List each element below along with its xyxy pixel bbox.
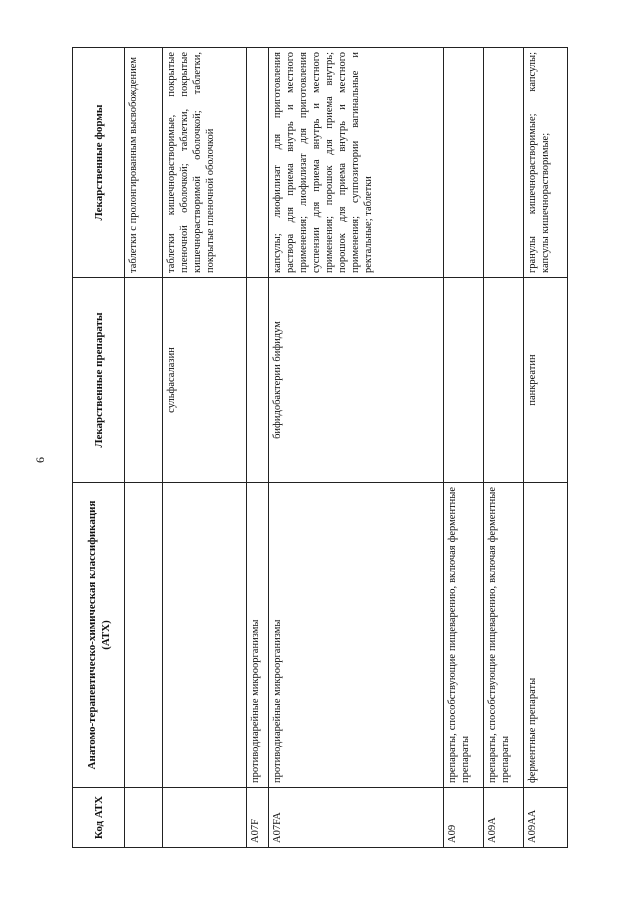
table-header-row (73, 48, 125, 848)
cell-classification: препараты, способствующие пищеварению, включая ферментные препараты (484, 483, 524, 788)
cell-classification: противодиарейные микроорганизмы (269, 483, 444, 788)
cell-forms (247, 48, 269, 278)
table-row (484, 48, 524, 848)
cell-forms (484, 48, 524, 278)
cell-forms (444, 48, 484, 278)
header-forms: Лекарственные формы (73, 48, 125, 278)
table-row (125, 48, 163, 848)
cell-drug: сульфасалазин (163, 278, 247, 483)
cell-drug: бифидобактерии бифидум (269, 278, 444, 483)
cell-drug (484, 278, 524, 483)
cell-drug (444, 278, 484, 483)
cell-code: A07F (247, 788, 269, 848)
header-drugs: Лекарственные препараты (73, 278, 125, 483)
cell-code: A09AA (524, 788, 568, 848)
cell-classification (125, 483, 163, 788)
rotated-page (72, 48, 567, 848)
cell-classification (163, 483, 247, 788)
table-row (163, 48, 247, 848)
cell-classification: противодиарейные микроорганизмы (247, 483, 269, 788)
table-row (524, 48, 568, 848)
cell-code (163, 788, 247, 848)
page-number: 6 (33, 457, 47, 463)
cell-code: A07FA (269, 788, 444, 848)
cell-code: A09 (444, 788, 484, 848)
cell-drug: панкреатин (524, 278, 568, 483)
header-code: Код АТХ (73, 788, 125, 848)
cell-forms: таблетки кишечнорастворимые, покрытые пленочной оболочкой; таблетки, покрытые кишечнорастворимой оболочкой; таблетки, покрытые пленочной оболочкой (163, 48, 247, 278)
header-classification: Анатомо-терапевтическо-химическая классификация (АТХ) (73, 483, 125, 788)
table-row (247, 48, 269, 848)
cell-drug (247, 278, 269, 483)
cell-classification: препараты, способствующие пищеварению, включая ферментные препараты (444, 483, 484, 788)
cell-classification: ферментные препараты (524, 483, 568, 788)
cell-forms: гранулы кишечнорастворимые; капсулы; капсулы кишечнорастворимые; (524, 48, 568, 278)
table-row (269, 48, 444, 848)
drug-table (72, 47, 568, 848)
cell-drug (125, 278, 163, 483)
cell-code: A09A (484, 788, 524, 848)
cell-code (125, 788, 163, 848)
table-row (444, 48, 484, 848)
cell-forms: таблетки с пролонгированным высвобождением (125, 48, 163, 278)
cell-forms: капсулы; лиофилизат для приготовления раствора для приема внутрь и местного применения; лиофилизат для приготовления суспензии для приема внутрь и местного применения; порошок для приема внутрь; порошок для приема внутрь и местного применения; суппозитории вагинальные и ректальные; таблетки (269, 48, 444, 278)
